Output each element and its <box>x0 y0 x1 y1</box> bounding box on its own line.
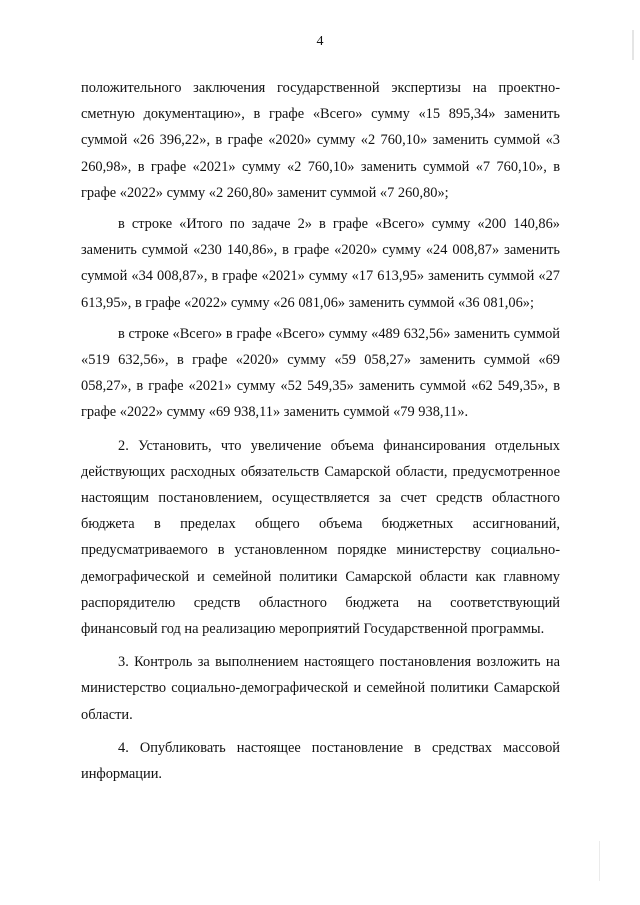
scan-edge-mark-bottom <box>599 841 600 881</box>
paragraph-itogo-task-2: в строке «Итого по задаче 2» в графе «Всего» сумму «200 140,86» заменить суммой «230 140,86», в графе «2020» сумму «24 008,87» заменить суммой «34 008,87», в графе «2021» сумму «17 613,95» заменить суммой «27 613,95», в графе «2022» сумму «26 081,06» заменить суммой «36 081,06»; <box>81 216 560 311</box>
paragraph-item-2: 2. Установить, что увеличение объема финансирования отдельных действующих расходных обязательств Самарской области, предусмотренное настоящим постановлением, осуществляется за счет средств областного бюджета в пределах общего объема бюджетных ассигнований, предусматриваемого в установленном порядке министерству социально-демографической и семейной политики Самарской области как главному распорядителю средств областного бюджета на соответствующий финансовый год на реализацию мероприятий Государственной программы. <box>81 437 560 638</box>
paragraph-item-4: 4. Опубликовать настоящее постановление в средствах массовой информации. <box>81 739 560 783</box>
paragraph-item-3: 3. Контроль за выполнением настоящего постановления возложить на министерство социально-демографической и семейной политики Самарской области. <box>81 654 560 723</box>
page-number: 4 <box>316 34 324 49</box>
paragraph-continuation: положительного заключения государственной экспертизы на проектно-сметную документацию», в графе «Всего» сумму «15 895,34» заменить суммой «26 396,22», в графе «2020» сумму «2 760,10» заменить суммой «3 260,98», в графе «2021» сумму «2 760,10» заменить суммой «7 760,10», в графе «2022» сумму «2 260,80» заменит суммой «7 260,80»; <box>81 80 560 201</box>
paragraph-vsego: в строке «Всего» в графе «Всего» сумму «489 632,56» заменить суммой «519 632,56», в графе «2020» сумму «59 058,27» заменить суммой «69 058,27», в графе «2021» сумму «52 549,35» заменить суммой «62 549,35», в графе «2022» сумму «69 938,11» заменить суммой «79 938,11». <box>81 325 560 421</box>
document-body <box>81 75 560 792</box>
